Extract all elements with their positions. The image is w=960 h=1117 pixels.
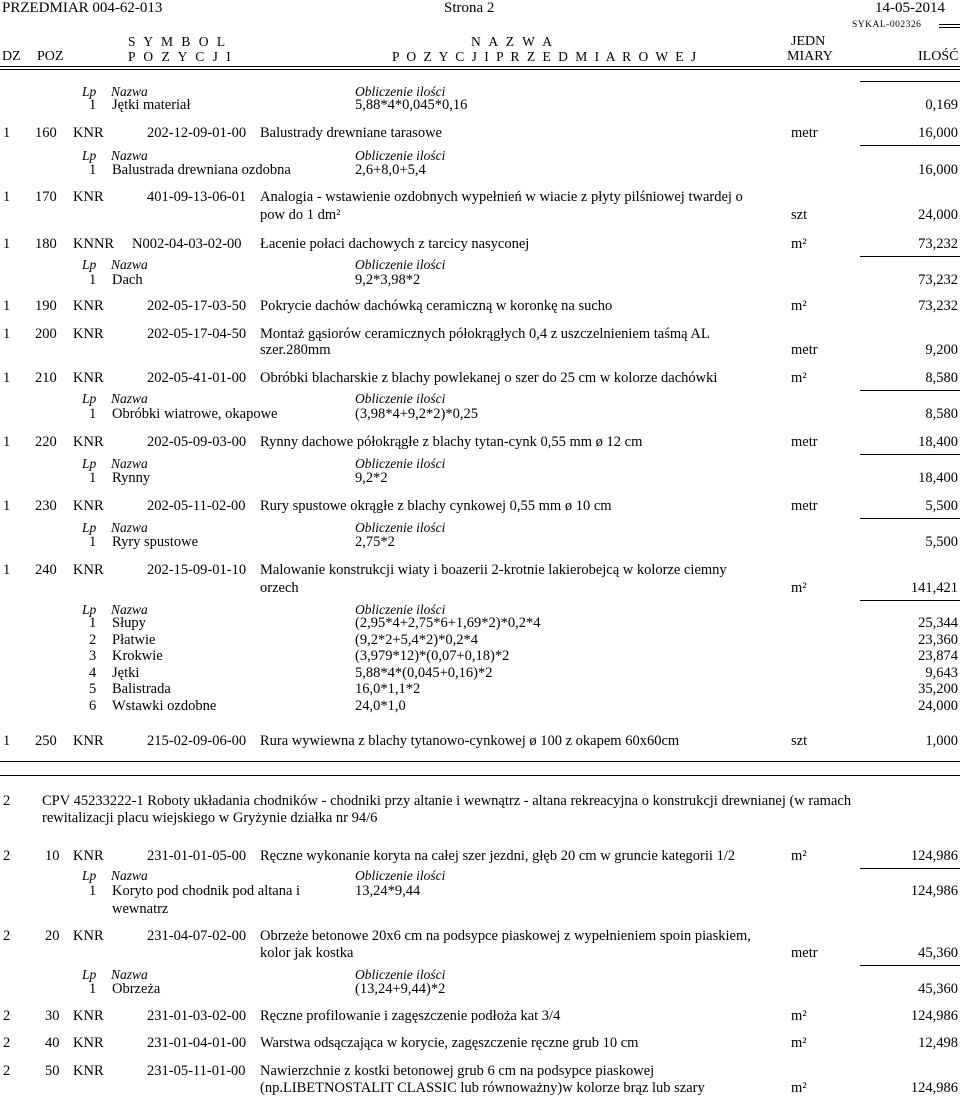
item-symbol: 202-15-09-01-10: [147, 562, 247, 578]
item-unit: m²: [791, 580, 807, 596]
subitem-calc: (9,2*2+5,4*2)*0,2*4: [355, 632, 478, 648]
subitem-name: Krokwie: [112, 648, 163, 664]
subitem-name: Balistrada: [112, 681, 171, 697]
label-lp: Lp: [82, 84, 97, 99]
sub-rule: [860, 390, 960, 391]
sub-rule: [860, 145, 960, 146]
item-poz: 200: [35, 326, 57, 342]
sub-rule: [860, 256, 960, 257]
item-dz: 2: [3, 1063, 11, 1079]
label-obliczenie: Obliczenie ilości: [355, 456, 446, 471]
sub-rule: [860, 518, 960, 519]
subitem-value: 5,500: [925, 534, 958, 550]
section-rule: [0, 775, 960, 776]
item-unit: szt: [791, 733, 808, 749]
item-unit: szt: [791, 207, 808, 223]
subitem-lp: 1: [89, 162, 97, 178]
subitem-lp: 1: [89, 97, 97, 113]
item-poz: 230: [35, 498, 57, 514]
item-dz: 2: [3, 1035, 11, 1051]
label-nazwa: Nazwa: [111, 257, 148, 272]
item-symbol: 202-05-11-02-00: [147, 498, 246, 514]
item-unit: metr: [791, 434, 818, 450]
item-type: KNR: [73, 326, 104, 342]
subitem-lp: 1: [89, 883, 97, 899]
item-unit: metr: [791, 945, 818, 961]
section-title: CPV 45233222-1 Roboty układania chodników - chodniki przy altanie i wewnątrz - altana rekreacyjna o konstrukcji drewnianej (w ramach: [42, 793, 852, 809]
item-dz: 1: [3, 298, 11, 314]
item-type: KNR: [73, 434, 104, 450]
item-poz: 220: [35, 434, 57, 450]
subitem-value: 8,580: [925, 406, 958, 422]
label-obliczenie: Obliczenie ilości: [355, 967, 446, 982]
item-description-cont: szer.280mm: [260, 342, 331, 358]
label-obliczenie: Obliczenie ilości: [355, 520, 446, 535]
item-description: Rury spustowe okrągłe z blachy cynkowej 0,55 mm ø 10 cm: [260, 498, 612, 514]
subitem-value: 24,000: [918, 698, 958, 714]
col-jedn-2: MIARY: [787, 49, 833, 64]
subitem-calc: (3,979*12)*(0,07+0,18)*2: [355, 648, 510, 664]
col-dz: DZ: [2, 49, 21, 64]
subitem-value: 45,360: [918, 981, 958, 997]
item-type: KNR: [73, 848, 104, 864]
document-title: PRZEDMIAR 004-62-013: [2, 0, 163, 16]
item-poz: 170: [35, 189, 57, 205]
document-date: 14-05-2014: [875, 0, 945, 16]
subitem-lp: 1: [89, 615, 97, 631]
item-description: Pokrycie dachów dachówką ceramiczną w koronkę na sucho: [260, 298, 613, 314]
subitem-lp: 2: [89, 632, 97, 648]
label-obliczenie: Obliczenie ilości: [355, 148, 446, 163]
subitem-name: Koryto pod chodnik pod altana i: [112, 883, 301, 899]
item-quantity: 1,000: [925, 733, 958, 749]
sub-rule: [860, 868, 960, 869]
col-nazwa-1: N A Z W A: [471, 34, 555, 49]
item-description: Obróbki blacharskie z blachy powlekanej o szer do 25 cm w kolorze dachówki: [260, 370, 718, 386]
item-dz: 1: [3, 733, 11, 749]
subitem-calc: (13,24+9,44)*2: [355, 981, 446, 997]
subitem-calc: 24,0*1,0: [355, 698, 406, 714]
item-unit: m²: [791, 236, 807, 252]
subitem-name: Jętki: [112, 665, 140, 681]
item-unit: m²: [791, 1035, 807, 1051]
label-lp: Lp: [82, 868, 97, 883]
item-description: Nawierzchnie z kostki betonowej grub 6 cm na podsypce piaskowej: [260, 1063, 655, 1079]
item-symbol: 231-01-01-05-00: [147, 848, 247, 864]
item-description: Montaż gąsiorów ceramicznych półokrągłych 0,4 z uszczelnieniem taśmą AL: [260, 326, 710, 342]
item-symbol: 202-12-09-01-00: [147, 125, 247, 141]
item-description-cont: (np.LIBETNOSTALIT CLASSIC lub równoważny)w kolorze brąz lub szary: [260, 1080, 705, 1096]
subitem-name: Obrzeża: [112, 981, 161, 997]
item-quantity: 9,200: [925, 342, 958, 358]
item-quantity: 12,498: [918, 1035, 958, 1051]
subitem-lp: 1: [89, 534, 97, 550]
item-unit: metr: [791, 125, 818, 141]
page-number: Strona 2: [444, 0, 495, 16]
subitem-name: Wstawki ozdobne: [112, 698, 217, 714]
item-dz: 1: [3, 189, 11, 205]
label-lp: Lp: [82, 257, 97, 272]
item-poz: 160: [35, 125, 57, 141]
subitem-value: 124,986: [910, 883, 958, 899]
item-symbol: 202-05-17-03-50: [147, 298, 247, 314]
header-mark: [939, 24, 960, 28]
col-symbol-1: S Y M B O L: [128, 34, 228, 49]
item-description: Analogia - wstawienie ozdobnych wypełnień w wiacie z płyty pilśniowej twardej o: [260, 189, 743, 205]
col-jedn-1: JEDN: [791, 34, 826, 49]
subitem-lp: 5: [89, 681, 97, 697]
label-lp: Lp: [82, 967, 97, 982]
subitem-lp: 4: [89, 665, 97, 681]
subitem-name: Balustrada drewniana ozdobna: [112, 162, 291, 178]
item-poz: 30: [45, 1008, 60, 1024]
item-quantity: 24,000: [918, 207, 958, 223]
subitem-calc: 13,24*9,44: [355, 883, 421, 899]
item-unit: m²: [791, 1080, 807, 1096]
col-nazwa-2: P O Z Y C J I P R Z E D M I A R O W E J: [392, 49, 699, 64]
item-symbol: 202-05-17-04-50: [147, 326, 247, 342]
subitem-lp: 1: [89, 406, 97, 422]
item-description: Ręczne wykonanie koryta na całej szer jezdni, głęb 20 cm w gruncie kategorii 1/2: [260, 848, 736, 864]
item-unit: m²: [791, 298, 807, 314]
subitem-lp: 1: [89, 981, 97, 997]
item-poz: 180: [35, 236, 57, 252]
item-symbol: 231-05-11-01-00: [147, 1063, 246, 1079]
item-unit: m²: [791, 1008, 807, 1024]
item-dz: 2: [3, 928, 11, 944]
label-nazwa: Nazwa: [111, 520, 148, 535]
item-description: Łacenie połaci dachowych z tarcicy nasyconej: [260, 236, 530, 252]
item-symbol: 231-04-07-02-00: [147, 928, 247, 944]
subitem-calc: 5,88*4*0,045*0,16: [355, 97, 468, 113]
subitem-name: Jętki materiał: [112, 97, 191, 113]
subitem-value: 73,232: [918, 272, 958, 288]
item-poz: 190: [35, 298, 57, 314]
item-type: KNR: [73, 370, 104, 386]
item-type: KNR: [73, 1063, 104, 1079]
subitem-lp: 3: [89, 648, 97, 664]
item-type: KNR: [73, 1035, 104, 1051]
label-nazwa: Nazwa: [111, 84, 148, 99]
item-dz: 1: [3, 562, 11, 578]
subitem-value: 9,643: [925, 665, 958, 681]
subitem-name: Obróbki wiatrowe, okapowe: [112, 406, 278, 422]
item-type: KNR: [73, 125, 104, 141]
subitem-calc: 9,2*2: [355, 470, 388, 486]
subitem-name: Rynny: [112, 470, 151, 486]
header-rule: [0, 66, 960, 70]
item-dz: 1: [3, 434, 11, 450]
item-dz: 1: [3, 498, 11, 514]
item-description-cont: orzech: [260, 580, 299, 596]
subitem-calc: 2,75*2: [355, 534, 395, 550]
label-nazwa: Nazwa: [111, 602, 148, 617]
subitem-calc: 9,2*3,98*2: [355, 272, 421, 288]
subitem-calc: 2,6+8,0+5,4: [355, 162, 426, 178]
item-symbol: 202-05-41-01-00: [147, 370, 247, 386]
label-obliczenie: Obliczenie ilości: [355, 84, 446, 99]
item-dz: 1: [3, 125, 11, 141]
item-poz: 240: [35, 562, 57, 578]
item-dz: 1: [3, 326, 11, 342]
item-type: KNR: [73, 733, 104, 749]
item-dz: 2: [3, 848, 11, 864]
item-unit: metr: [791, 498, 818, 514]
item-poz: 50: [45, 1063, 60, 1079]
label-nazwa: Nazwa: [111, 456, 148, 471]
item-description: Rura wywiewna z blachy tytanowo-cynkowej ø 100 z okapem 60x60cm: [260, 733, 680, 749]
item-dz: 1: [3, 370, 11, 386]
item-description-cont: kolor jak kostka: [260, 945, 354, 961]
item-symbol: 202-05-09-03-00: [147, 434, 247, 450]
label-nazwa: Nazwa: [111, 391, 148, 406]
item-type: KNR: [73, 1008, 104, 1024]
subitem-value: 23,874: [918, 648, 958, 664]
subitem-name: Dach: [112, 272, 143, 288]
subitem-value: 23,360: [918, 632, 958, 648]
sub-rule: [860, 965, 960, 966]
item-quantity: 8,580: [925, 370, 958, 386]
label-lp: Lp: [82, 602, 97, 617]
section-title-cont: rewitalizacji placu wiejskiego w Gryżynie działka nr 94/6: [42, 810, 378, 826]
sub-rule: [860, 454, 960, 455]
item-poz: 250: [35, 733, 57, 749]
label-lp: Lp: [82, 456, 97, 471]
col-symbol-2: P O Z Y C J I: [128, 49, 234, 64]
subitem-value: 35,200: [918, 681, 958, 697]
item-quantity: 16,000: [918, 125, 958, 141]
item-quantity: 45,360: [918, 945, 958, 961]
item-description-cont: pow do 1 dm²: [260, 207, 341, 223]
item-symbol: 215-02-09-06-00: [147, 733, 247, 749]
subitem-value: 0,169: [925, 97, 958, 113]
item-quantity: 5,500: [925, 498, 958, 514]
item-description: Ręczne profilowanie i zagęszczenie podłoża kat 3/4: [260, 1008, 561, 1024]
item-dz: 1: [3, 236, 11, 252]
item-type: KNR: [73, 562, 104, 578]
item-symbol: 231-01-03-02-00: [147, 1008, 247, 1024]
subitem-calc: (3,98*4+9,2*2)*0,25: [355, 406, 478, 422]
item-type: KNR: [73, 498, 104, 514]
subitem-lp: 1: [89, 470, 97, 486]
subitem-name: Słupy: [112, 615, 146, 631]
item-description: Balustrady drewniane tarasowe: [260, 125, 442, 141]
subitem-calc: 16,0*1,1*2: [355, 681, 421, 697]
label-lp: Lp: [82, 148, 97, 163]
item-quantity: 73,232: [918, 298, 958, 314]
col-poz: POZ: [37, 49, 64, 64]
item-poz: 20: [45, 928, 60, 944]
item-quantity: 73,232: [918, 236, 958, 252]
system-code: SYKAL-002326: [852, 20, 922, 30]
item-unit: m²: [791, 848, 807, 864]
item-description: Rynny dachowe półokrągłe z blachy tytan-cynk 0,55 mm ø 12 cm: [260, 434, 643, 450]
item-description: Obrzeże betonowe 20x6 cm na podsypce piaskowej z wypełnieniem spoin piaskiem,: [260, 928, 751, 944]
item-type: KNR: [73, 928, 104, 944]
subitem-value: 25,344: [918, 615, 958, 631]
subitem-lp: 1: [89, 272, 97, 288]
item-poz: 40: [45, 1035, 60, 1051]
label-nazwa: Nazwa: [111, 868, 148, 883]
item-type: KNR: [73, 189, 104, 205]
item-dz: 2: [3, 1008, 11, 1024]
section-rule: [0, 761, 960, 762]
subitem-calc: 5,88*4*(0,045+0,16)*2: [355, 665, 493, 681]
item-unit: m²: [791, 370, 807, 386]
item-poz: 210: [35, 370, 57, 386]
item-unit: metr: [791, 342, 818, 358]
label-lp: Lp: [82, 520, 97, 535]
label-obliczenie: Obliczenie ilości: [355, 257, 446, 272]
item-type: KNR: [73, 298, 104, 314]
label-obliczenie: Obliczenie ilości: [355, 602, 446, 617]
item-quantity: 18,400: [918, 434, 958, 450]
sub-rule: [860, 81, 960, 82]
col-ilosc: ILOŚĆ: [918, 49, 959, 64]
subitem-value: 18,400: [918, 470, 958, 486]
subitem-lp: 6: [89, 698, 97, 714]
item-description: Warstwa odsączająca w korycie, zagęszczenie ręczne grub 10 cm: [260, 1035, 639, 1051]
item-quantity: 124,986: [910, 1008, 958, 1024]
item-symbol: N002-04-03-02-00: [132, 236, 242, 252]
item-description: Malowanie konstrukcji wiaty i boazerii 2-krotnie lakierobejcą w kolorze ciemny: [260, 562, 727, 578]
label-lp: Lp: [82, 391, 97, 406]
item-poz: 10: [45, 848, 60, 864]
item-quantity: 124,986: [910, 1080, 958, 1096]
subitem-calc: (2,95*4+2,75*6+1,69*2)*0,2*4: [355, 615, 541, 631]
label-obliczenie: Obliczenie ilości: [355, 391, 446, 406]
sub-rule: [860, 600, 960, 601]
subitem-name: Ryry spustowe: [112, 534, 199, 550]
subitem-value: 16,000: [918, 162, 958, 178]
label-nazwa: Nazwa: [111, 967, 148, 982]
subitem-name-cont: wewnatrz: [112, 901, 169, 917]
subitem-name: Płatwie: [112, 632, 156, 648]
item-quantity: 141,421: [910, 580, 958, 596]
label-nazwa: Nazwa: [111, 148, 148, 163]
section-dz: 2: [3, 793, 11, 809]
label-obliczenie: Obliczenie ilości: [355, 868, 446, 883]
item-type: KNNR: [73, 236, 115, 252]
item-quantity: 124,986: [910, 848, 958, 864]
item-symbol: 231-01-04-01-00: [147, 1035, 247, 1051]
item-symbol: 401-09-13-06-01: [147, 189, 247, 205]
